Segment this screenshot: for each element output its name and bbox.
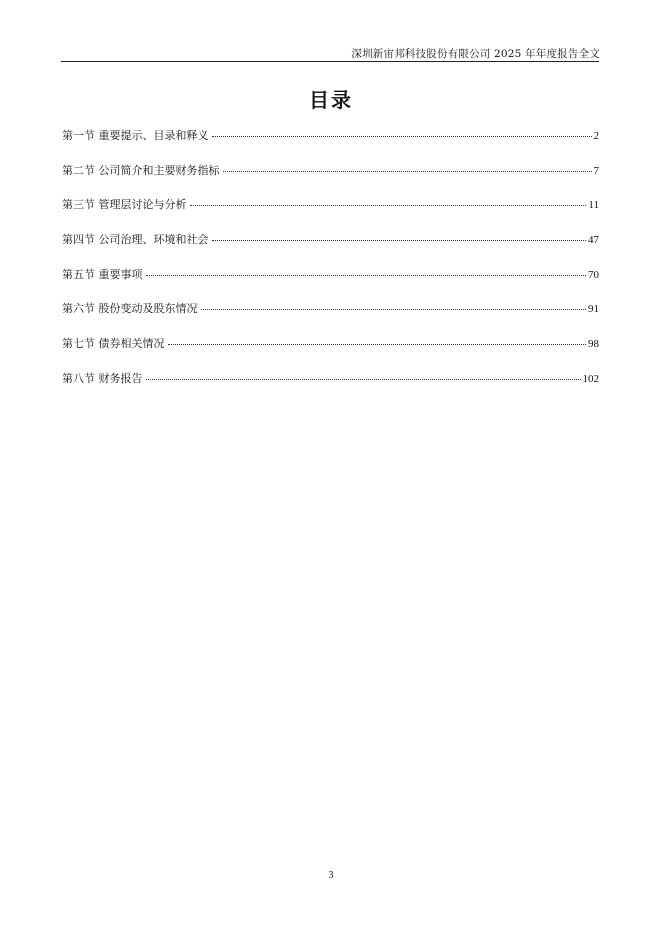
toc-entry-section-7[interactable] (62, 335, 599, 370)
toc-entry-page: 11 (588, 199, 599, 212)
toc-dot-leader (146, 275, 587, 276)
toc-dot-leader (212, 136, 592, 137)
toc-dot-leader (168, 344, 587, 345)
toc-dot-leader (146, 379, 581, 380)
toc-entry-page: 2 (593, 130, 599, 142)
toc-dot-leader (201, 309, 587, 310)
toc-entry-page: 7 (593, 164, 599, 177)
toc-entry-label: 第二节 公司简介和主要财务指标 (62, 163, 220, 177)
toc-list (62, 127, 599, 405)
toc-entry-section-5[interactable] (62, 266, 599, 301)
toc-entry-page: 47 (588, 234, 599, 247)
toc-entry-label: 第七节 债券相关情况 (62, 337, 165, 351)
toc-entry-section-1[interactable] (62, 127, 599, 162)
toc-entry-page: 98 (588, 338, 599, 351)
toc-dot-leader (190, 205, 587, 206)
toc-entry-section-3[interactable] (62, 196, 599, 231)
toc-entry-label: 第四节 公司治理、环境和社会 (62, 233, 209, 247)
toc-entry-section-8[interactable] (62, 370, 599, 405)
toc-entry-label: 第六节 股份变动及股东情况 (62, 302, 198, 316)
page-number: 3 (328, 870, 334, 881)
toc-entry-page: 70 (588, 268, 599, 281)
toc-dot-leader (223, 171, 592, 172)
toc-entry-page: 91 (588, 303, 599, 316)
toc-entry-section-4[interactable] (62, 231, 599, 266)
toc-entry-label: 第三节 管理层讨论与分析 (62, 198, 187, 212)
header-divider (61, 61, 599, 62)
toc-entry-section-2[interactable] (62, 162, 599, 197)
toc-entry-label: 第八节 财务报告 (62, 371, 143, 385)
toc-entry-label: 第五节 重要事项 (62, 267, 143, 281)
toc-entry-label: 第一节 重要提示、目录和释义 (62, 129, 209, 142)
toc-dot-leader (212, 240, 587, 241)
toc-entry-page: 102 (582, 372, 599, 385)
document-header: 深圳新宙邦科技股份有限公司 2025 年年度报告全文 (351, 48, 600, 60)
toc-title: 目录 (309, 88, 353, 112)
toc-entry-section-6[interactable] (62, 300, 599, 335)
